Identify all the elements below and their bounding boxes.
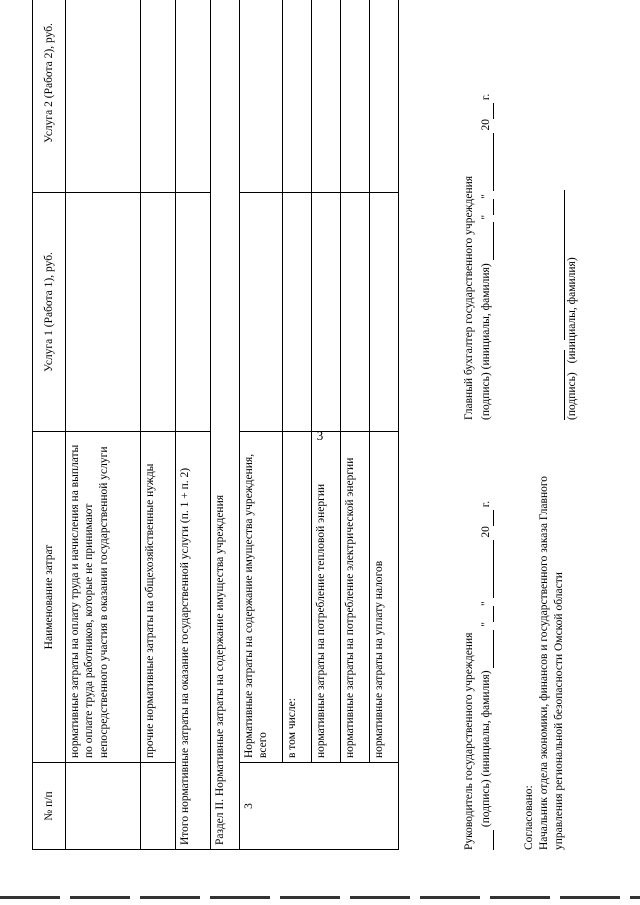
cell-u2 xyxy=(312,0,341,193)
agreed-position: Начальник отдела экономики, финансов и государственного заказа Главного управления региональной безопасности Омской области xyxy=(537,475,565,850)
table-row xyxy=(312,0,341,850)
cell-u2 xyxy=(370,0,399,193)
cell-name: нормативные затраты на потребление тепловой энергии xyxy=(312,432,341,763)
table-row xyxy=(370,0,399,850)
table-row xyxy=(240,0,283,850)
cell-num xyxy=(141,763,176,850)
cell-num: 3 xyxy=(240,763,399,850)
accountant-date-suffix: г. xyxy=(479,93,492,101)
cell-u1 xyxy=(312,193,341,432)
cell-u2 xyxy=(141,0,176,193)
head-signature-block xyxy=(462,430,494,850)
cell-u1 xyxy=(66,193,141,432)
agreed-block xyxy=(522,420,567,850)
accountant-name-label: (инициалы, фамилия) xyxy=(479,263,492,370)
rotated-sheet xyxy=(10,10,630,850)
table-row-total xyxy=(176,0,211,850)
col-header-service2: Услуга 2 (Работа 2), руб. xyxy=(33,0,66,193)
table-header-row xyxy=(33,0,66,850)
cell-u1 xyxy=(240,193,283,432)
cell-u1 xyxy=(341,193,370,432)
head-sign-label: (подпись) xyxy=(479,779,492,828)
col-header-name: Наименование затрат xyxy=(33,432,66,763)
cell-u2 xyxy=(240,0,283,193)
cell-name: Нормативные затраты на содержание имущества учреждения, всего xyxy=(240,432,283,763)
cell-name: в том числе: xyxy=(283,432,312,763)
table-row xyxy=(66,0,141,850)
head-date-year: 20 xyxy=(479,526,492,538)
cell-name: нормативные затраты на потребление электрической энергии xyxy=(341,432,370,763)
date-quote-open: " xyxy=(479,214,492,220)
head-title: Руководитель государственного учреждения xyxy=(463,632,475,850)
agreed-label: Согласовано: xyxy=(523,785,535,850)
cell-u1 xyxy=(141,193,176,432)
cell-u2 xyxy=(66,0,141,193)
table-row xyxy=(341,0,370,850)
cost-table xyxy=(32,0,399,850)
cell-u2 xyxy=(176,0,211,193)
agreed-name-label: (инициалы, фамилия) xyxy=(565,257,578,364)
head-date-suffix: г. xyxy=(479,500,492,508)
section-title: Раздел II. Нормативные затраты на содержание имущества учреждения xyxy=(211,0,240,850)
table-row-section xyxy=(211,0,240,850)
agreed-sign-label: (подпись) xyxy=(565,372,578,420)
col-header-number: № п/п xyxy=(33,763,66,850)
page-number: 3 xyxy=(316,428,324,443)
date-quote-close: " xyxy=(479,194,492,199)
cell-name: нормативные затраты на оплату труда и начисления на выплаты по оплате труда работников, которые не принимают непосредственного участия в оказании государственной услуги xyxy=(66,432,141,763)
cell-num xyxy=(66,763,141,850)
cell-name: Итого нормативные затраты на оказание государственной услуги (п. 1 + п. 2) xyxy=(176,432,211,850)
head-name-label: (инициалы, фамилия) xyxy=(479,670,492,777)
accountant-signature-block xyxy=(462,10,494,420)
cell-u2 xyxy=(283,0,312,193)
accountant-date-year: 20 xyxy=(479,118,492,131)
agreed-signature-block xyxy=(550,120,580,420)
cell-name: нормативные затраты на уплату налогов xyxy=(370,432,399,763)
table-row xyxy=(283,0,312,850)
date-quote-open: " xyxy=(479,622,492,627)
table-row xyxy=(141,0,176,850)
scan-edge-lines xyxy=(0,896,640,899)
cell-u1 xyxy=(283,193,312,432)
accountant-sign-label: (подпись) xyxy=(479,372,492,420)
date-quote-close: " xyxy=(479,601,492,607)
cell-u2 xyxy=(341,0,370,193)
cell-u1 xyxy=(176,193,211,432)
cell-u1 xyxy=(370,193,399,432)
accountant-title: Главный бухгалтер государственного учреждения xyxy=(463,175,475,420)
cell-name: прочие нормативные затраты на общехозяйственные нужды xyxy=(141,432,176,763)
col-header-service1: Услуга 1 (Работа 1), руб. xyxy=(33,193,66,432)
